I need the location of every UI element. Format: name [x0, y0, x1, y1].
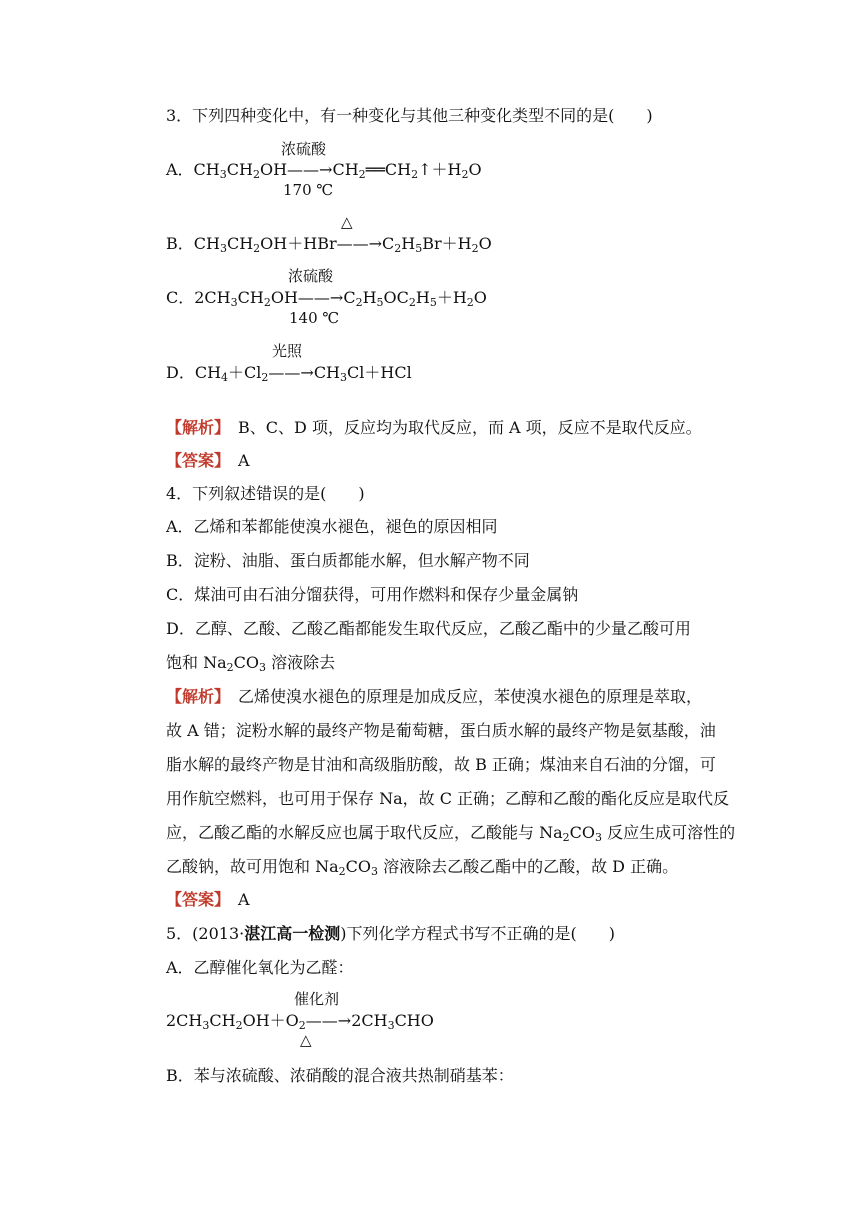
q4-analysis-line-6: 乙酸钠，故可用饱和 $Na_2CO_3$ 溶液除去乙酸乙酯中的乙酸，故 D 正确。 — [166, 857, 679, 878]
q3-analysis: 【解析】 B、C、D 项，反应均为取代反应，而 A 项，反应不是取代反应。 — [166, 418, 702, 437]
q3-b-condition-above: △ — [341, 213, 353, 231]
q5-option-b: B．苯与浓硫酸、浓硝酸的混合液共热制硝基苯： — [166, 1066, 514, 1085]
q5-source: 湛江高一检测 — [244, 924, 341, 943]
q3-c-condition-below: 140 ℃ — [289, 309, 340, 327]
q3-a-condition-below: 170 ℃ — [283, 181, 334, 199]
q4-analysis-line-2: 故 A 错；淀粉水解的最终产物是葡萄糖，蛋白质水解的最终产物是氨基酸，油 — [166, 721, 716, 740]
q4-option-d-cont: 饱和 $Na_2CO_3$ 溶液除去 — [166, 653, 336, 674]
q3-stem: 3．下列四种变化中，有一种变化与其他三种变化类型不同的是( ) — [166, 106, 653, 125]
q3-a-condition-above: 浓硫酸 — [281, 140, 327, 158]
answer-tag: 【答案】 — [166, 890, 223, 909]
q5-equation-a: $2CH_3CH_2OH+O_2——\to 2CH_3CHO$ — [166, 1011, 434, 1032]
q3-option-c: C．$2CH_3CH_2OH——\to C_2H_5OC_2H_5+H_2O$ — [166, 288, 487, 309]
q4-option-a: A．乙烯和苯都能使溴水褪色，褪色的原因相同 — [166, 517, 498, 536]
q4-analysis-line-4: 用作航空燃料，也可用于保存 Na，故 C 正确；乙醇和乙酸的酯化反应是取代反 — [166, 789, 730, 808]
answer-tag: 【答案】 — [166, 451, 223, 470]
q4-option-b: B．淀粉、油脂、蛋白质都能水解，但水解产物不同 — [166, 551, 530, 570]
q4-option-d: D．乙醇、乙酸、乙酸乙酯都能发生取代反应，乙酸乙酯中的少量乙酸可用 — [166, 619, 691, 638]
q4-analysis-line-1: 【解析】 乙烯使溴水褪色的原理是加成反应，苯使溴水褪色的原理是萃取， — [166, 687, 703, 706]
q3-option-d: D．$CH_4+Cl_2——\to CH_3Cl+HCl$ — [166, 363, 412, 384]
q4-answer: 【答案】 A — [166, 890, 250, 909]
q3-option-b: B．$CH_3CH_2OH+HBr——\to C_2H_5Br+H_2O$ — [166, 234, 492, 255]
q4-analysis-line-3: 脂水解的最终产物是甘油和高级脂肪酸，故 B 正确；煤油来自石油的分馏，可 — [166, 755, 716, 774]
analysis-tag: 【解析】 — [166, 687, 223, 706]
q5-option-a: A．乙醇催化氧化为乙醛： — [166, 958, 354, 977]
q4-analysis-line-5: 应，乙酸乙酯的水解反应也属于取代反应，乙酸能与 $Na_2CO_3$ 反应生成可溶性的 — [166, 823, 736, 844]
q3-c-condition-above: 浓硫酸 — [288, 267, 334, 285]
q3-answer: 【答案】 A — [166, 451, 250, 470]
q3-d-condition-above: 光照 — [272, 342, 303, 360]
q5-a-condition-above: 催化剂 — [294, 990, 340, 1008]
q5-stem: 5．(2013·湛江高一检测)下列化学方程式书写不正确的是( ) — [166, 924, 615, 943]
q3-option-a: A．$CH_3CH_2OH——\to CH_2══CH_2↑+H_2O$ — [166, 160, 482, 181]
q5-a-condition-below: △ — [300, 1031, 312, 1049]
q4-stem: 4．下列叙述错误的是( ) — [166, 484, 365, 503]
q4-option-c: C．煤油可由石油分馏获得，可用作燃料和保存少量金属钠 — [166, 585, 579, 604]
analysis-tag: 【解析】 — [166, 418, 223, 437]
